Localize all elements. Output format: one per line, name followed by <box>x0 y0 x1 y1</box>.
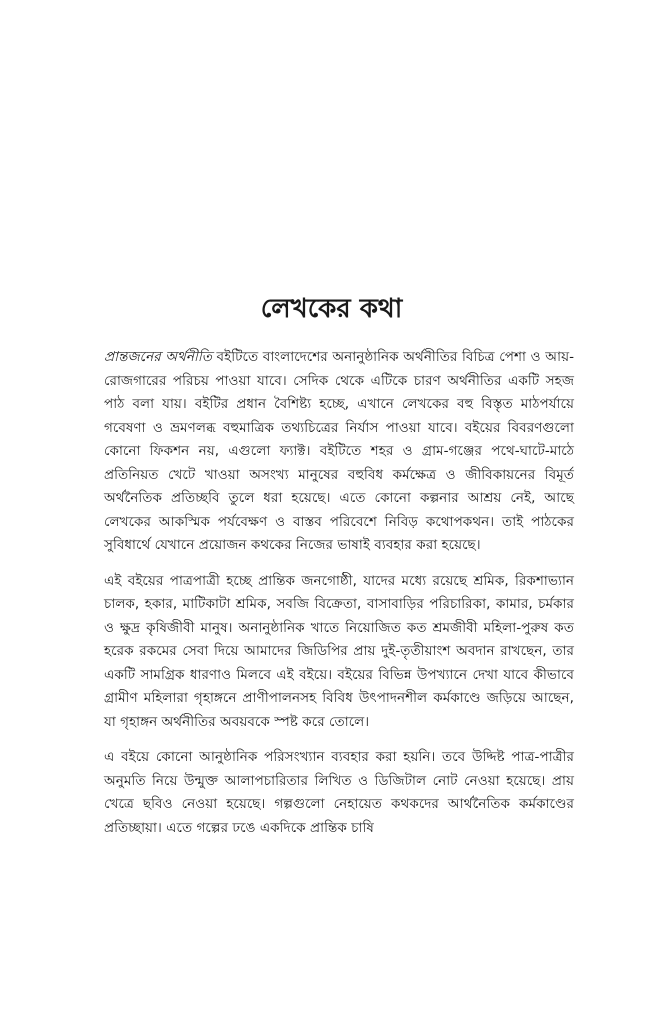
paragraph-2 <box>104 570 574 735</box>
paragraph-3-text: এ বইয়ে কোনো আনুষ্ঠানিক পরিসংখ্যান ব্যবহার করা হয়নি। তবে উদ্দিষ্ট পাত্র-পাত্রীর অনুমতি নিয়ে উন্মুক্ত আলাপচারিতার লিখিত ও ডিজিটাল নোট নেওয়া হয়েছে। প্রায় খেত্রে ছবিও নেওয়া হয়েছে। গল্পগুলো নেহায়েত কথকদের আর্থনৈতিক কর্মকাণ্ডের প্রতিচ্ছায়া। এতে গল্পের ঢঙে একদিকে প্রান্তিক চাষি <box>104 749 574 836</box>
paragraph-1-text: বইটিতে বাংলাদেশের অনানুষ্ঠানিক অর্থনীতির বিচিত্র পেশা ও আয়-রোজগারের পরিচয় পাওয়া যাবে। সেদিক থেকে এটিকে চারণ অর্থনীতির একটি সহজ পাঠ বলা যায়। বইটির প্রধান বৈশিষ্ট্য হচ্ছে, এখানে লেখকের বহু বিস্তৃত মাঠপর্যায়ে গবেষণা ও ভ্রমণলব্ধ বহুমাত্রিক তথ্যচিত্রের নির্যাস পাওয়া যাবে। বইয়ের বিবরণগুলো কোনো ফিকশন নয়, এগুলো ফ্যাক্ট। বইটিতে শহর ও গ্রাম-গঞ্জের পথে-ঘাটে-মাঠে প্রতিনিয়ত খেটে খাওয়া অসংখ্য মানুষের বহুবিধ কর্মক্ষেত্র ও জীবিকায়নের বিমূর্ত অর্থনৈতিক প্রতিচ্ছবি তুলে ধরা হয়েছে। এতে কোনো কল্পনার আশ্রয় নেই, আছে লেখকের আকস্মিক পর্যবেক্ষণ ও বাস্তব পরিবেশে নিবিড় কথোপকথন। তাই পাঠকের সুবিধার্থে যেখানে প্রয়োজন কথকের নিজের ভাষাই ব্যবহার করা হয়েছে। <box>104 349 574 553</box>
paragraph-3 <box>104 746 574 840</box>
paragraph-1 <box>104 346 574 558</box>
book-title-italic: প্রান্তজনের অর্থনীতি <box>104 349 212 365</box>
body-text <box>104 346 574 852</box>
paragraph-2-text: এই বইয়ের পাত্রপাত্রী হচ্ছে প্রান্তিক জনগোষ্ঠী, যাদের মধ্যে রয়েছে শ্রমিক, রিকশাভ্যান চালক, হকার, মাটিকাটা শ্রমিক, সবজি বিক্রেতা, বাসাবাড়ির পরিচারিকা, কামার, চর্মকার ও ক্ষুদ্র কৃষিজীবী মানুষ। অনানুষ্ঠানিক খাতে নিয়োজিত কত শ্রমজীবী মহিলা-পুরুষ কত হরেক রকমের সেবা দিয়ে আমাদের জিডিপির প্রায় দুই-তৃতীয়াংশ অবদান রাখছেন, তার একটি সামগ্রিক ধারণাও মিলবে এই বইয়ে। বইয়ের বিভিন্ন উপখ্যানে দেখা যাবে কীভাবে গ্রামীণ মহিলারা গৃহাঙ্গনে প্রাণীপালনসহ বিবিধ উৎপাদনশীল কর্মকাণ্ডে জড়িয়ে আছেন, যা গৃহাঙ্গন অর্থনীতির অবয়বকে স্পষ্ট করে তোলে। <box>104 572 574 730</box>
chapter-title: লেখকের কথা <box>260 294 403 324</box>
